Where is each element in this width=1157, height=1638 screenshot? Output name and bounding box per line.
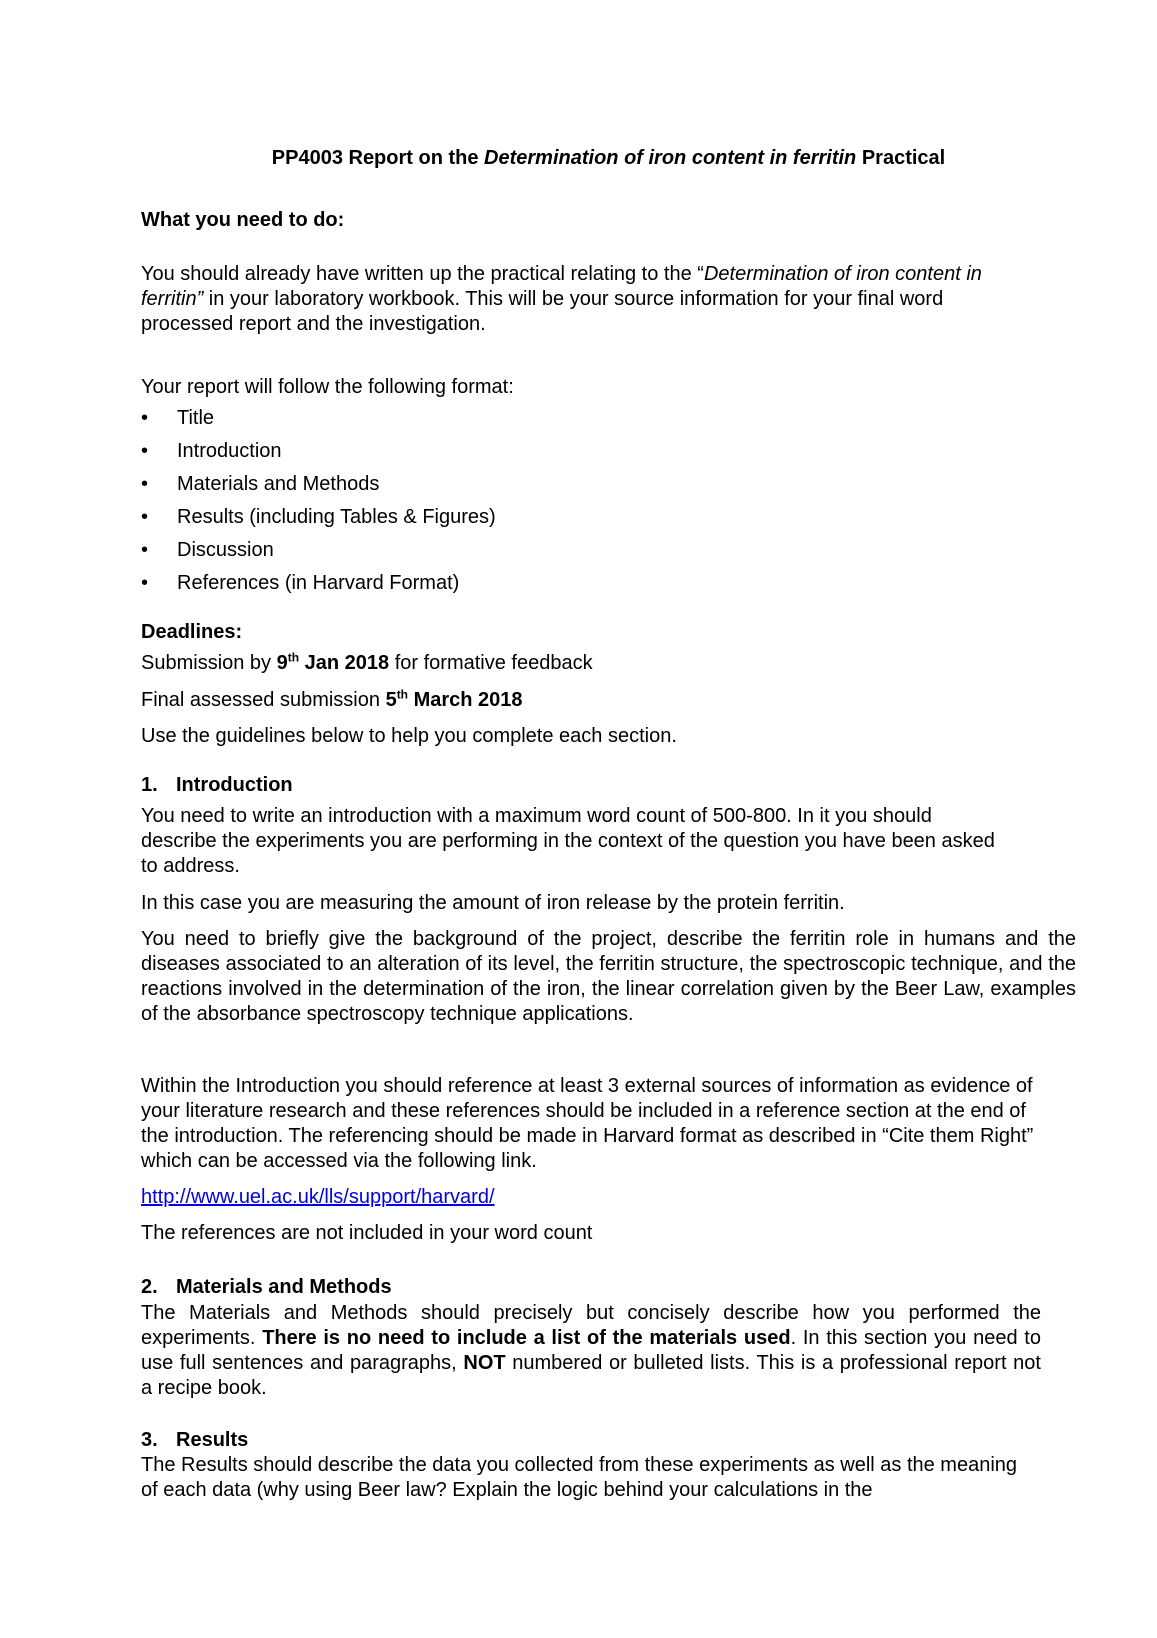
what-you-need-heading: What you need to do: <box>141 209 345 231</box>
list-item <box>141 472 496 505</box>
section-title: Introduction <box>176 774 293 796</box>
list-item <box>141 538 496 571</box>
intro-paragraph-3: You need to briefly give the background of the project, describe the ferritin role in humans and the diseases associated to an alteration of its level, the ferritin structure, the spectroscopic technique, and the reactions involved in the determination of the iron, the linear correlation given by the Beer Law, examples of the absorbance spectroscopy technique applications. <box>141 928 1076 1025</box>
list-item <box>141 406 496 439</box>
section-heading-results <box>141 1428 248 1453</box>
format-intro: Your report will follow the following format: <box>141 376 514 398</box>
format-list <box>141 406 496 604</box>
harvard-link-text[interactable]: http://www.uel.ac.uk/lls/support/harvard/ <box>141 1186 495 1208</box>
list-item <box>141 571 496 604</box>
title-prefix: PP4003 Report on the <box>271 147 485 169</box>
text-run: in your laboratory workbook. This will be your source information for your final word processed report and the investigation. <box>141 288 944 335</box>
date-day: 5 <box>385 689 397 711</box>
list-item-label: References (in Harvard Format) <box>177 572 460 594</box>
text-run: . In this section you need to use full sentences and paragraphs, <box>141 1327 1041 1374</box>
intro-paragraph-1: You need to write an introduction with a maximum word count of 500-800. In it you should describe the experiments you are performing in the context of the question you have been asked to address. <box>141 805 995 877</box>
text-run: numbered or bulleted lists. This is a professional report not a recipe book. <box>141 1352 1041 1399</box>
text-run: Final assessed submission <box>141 689 386 711</box>
bullet-icon: • <box>141 572 149 594</box>
section-number: 1. <box>141 774 158 796</box>
text-run: for formative feedback <box>389 652 593 674</box>
text-run: The Materials and Methods should precisely but concisely describe how you performed the experiments. <box>141 1302 1041 1349</box>
list-item <box>141 505 496 538</box>
list-item-label: Materials and Methods <box>177 473 380 495</box>
bullet-icon: • <box>141 440 149 462</box>
intro-paragraph-5: The references are not included in your word count <box>141 1222 593 1244</box>
guidelines-line: Use the guidelines below to help you complete each section. <box>141 725 677 747</box>
text-run-italic: Determination of iron content in ferritin” <box>141 263 982 310</box>
list-item-label: Results (including Tables & Figures) <box>177 506 496 528</box>
deadline-formative <box>141 651 593 676</box>
text-run: You should already have written up the practical relating to the “ <box>141 263 704 285</box>
section-title: Results <box>176 1429 249 1451</box>
bullet-icon: • <box>141 539 149 561</box>
section-heading-materials <box>141 1275 392 1300</box>
list-item-label: Discussion <box>177 539 274 561</box>
text-run: Submission by <box>141 652 277 674</box>
bullet-icon: • <box>141 473 149 495</box>
harvard-link[interactable] <box>141 1185 495 1210</box>
list-item-label: Title <box>177 407 215 429</box>
date-month-year: Jan 2018 <box>299 652 390 674</box>
document-title <box>141 146 1076 171</box>
title-italic: Determination of iron content in ferritin <box>484 147 857 169</box>
section-number: 2. <box>141 1276 158 1298</box>
intro-paragraph-4: Within the Introduction you should reference at least 3 external sources of information as evidence of your literature research and these references should be included in a reference section at the end of the introduction. The referencing should be made in Harvard format as described in “Cite them Right” which can be accessed via the following link. <box>141 1075 1034 1172</box>
results-paragraph: The Results should describe the data you collected from these experiments as well as the meaning of each data (why using Beer law? Explain the logic behind your calculations in the <box>141 1454 1018 1501</box>
date-ordinal: th <box>396 687 409 702</box>
bullet-icon: • <box>141 506 149 528</box>
section-heading-introduction <box>141 773 293 798</box>
deadlines-heading: Deadlines: <box>141 621 243 643</box>
section-number: 3. <box>141 1429 158 1451</box>
date-month-year: March 2018 <box>408 689 523 711</box>
what-you-need-paragraph <box>141 262 1011 337</box>
text-run-bold: There is no need to include a list of the materials used <box>262 1327 791 1349</box>
date-day: 9 <box>276 652 288 674</box>
bullet-icon: • <box>141 407 149 429</box>
list-item <box>141 439 496 472</box>
title-suffix: Practical <box>856 147 946 169</box>
materials-paragraph <box>141 1301 1041 1401</box>
date-ordinal: th <box>287 650 300 665</box>
deadline-final <box>141 688 523 713</box>
list-item-label: Introduction <box>177 440 282 462</box>
text-run-bold: NOT <box>463 1352 506 1374</box>
section-title: Materials and Methods <box>176 1276 392 1298</box>
intro-paragraph-2: In this case you are measuring the amount of iron release by the protein ferritin. <box>141 892 845 914</box>
